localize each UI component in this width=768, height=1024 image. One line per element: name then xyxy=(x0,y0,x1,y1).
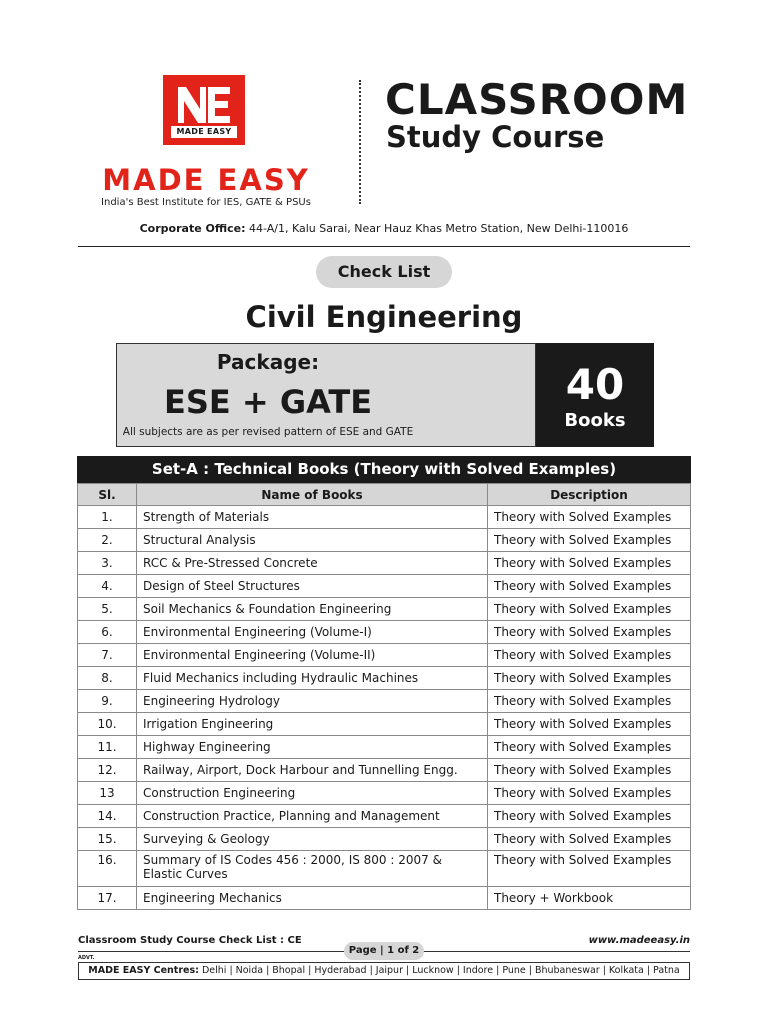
footer-document-title: Classroom Study Course Check List : CE xyxy=(78,935,302,946)
table-row xyxy=(78,828,691,851)
table-cell-description: Theory with Solved Examples xyxy=(488,690,691,713)
column-header-description: Description xyxy=(488,484,691,506)
column-header-name: Name of Books xyxy=(137,484,488,506)
table-cell-sl: 3. xyxy=(78,552,137,575)
books-count: 40 xyxy=(565,360,625,409)
table-cell-name: Railway, Airport, Dock Harbour and Tunnelling Engg. xyxy=(137,759,488,782)
checklist-badge: Check List xyxy=(316,256,452,288)
table-cell-sl: 6. xyxy=(78,621,137,644)
table-header-row xyxy=(78,484,691,506)
table-cell-name: Structural Analysis xyxy=(137,529,488,552)
table-cell-description: Theory with Solved Examples xyxy=(488,552,691,575)
table-cell-name: Surveying & Geology xyxy=(137,828,488,851)
table-row xyxy=(78,713,691,736)
corporate-office xyxy=(0,222,768,235)
corporate-office-label: Corporate Office: xyxy=(139,222,246,235)
centres-bar xyxy=(78,962,690,980)
centre-item: Hyderabad xyxy=(314,965,367,976)
package-label: Package: xyxy=(216,350,320,374)
table-cell-name: Design of Steel Structures xyxy=(137,575,488,598)
table-cell-sl: 17. xyxy=(78,887,137,910)
table-cell-name: Highway Engineering xyxy=(137,736,488,759)
me-monogram-icon xyxy=(174,81,234,127)
table-cell-name: Irrigation Engineering xyxy=(137,713,488,736)
table-cell-sl: 2. xyxy=(78,529,137,552)
brand-tagline: India's Best Institute for IES, GATE & PSUs xyxy=(101,197,311,208)
advt-mark: ADVT. xyxy=(78,955,95,961)
table-cell-description: Theory with Solved Examples xyxy=(488,828,691,851)
table-row xyxy=(78,644,691,667)
table-cell-name: Engineering Mechanics xyxy=(137,887,488,910)
table-cell-description: Theory with Solved Examples xyxy=(488,759,691,782)
table-cell-sl: 12. xyxy=(78,759,137,782)
package-name: ESE + GATE xyxy=(163,383,373,421)
centre-item: Bhopal xyxy=(272,965,306,976)
centre-separator: | xyxy=(602,965,606,976)
centre-item: Kolkata xyxy=(608,965,644,976)
column-header-sl: Sl. xyxy=(78,484,137,506)
page-subtitle: Study Course xyxy=(386,120,605,154)
table-cell-name: Environmental Engineering (Volume-II) xyxy=(137,644,488,667)
header-divider xyxy=(359,80,361,204)
table-cell-description: Theory with Solved Examples xyxy=(488,506,691,529)
centre-separator: | xyxy=(646,965,651,976)
table-cell-description: Theory with Solved Examples xyxy=(488,851,691,887)
table-cell-description: Theory with Solved Examples xyxy=(488,575,691,598)
table-cell-name: Engineering Hydrology xyxy=(137,690,488,713)
table-row xyxy=(78,552,691,575)
corporate-office-address: 44-A/1, Kalu Sarai, Near Hauz Khas Metro Station, New Delhi-110016 xyxy=(249,222,629,235)
table-cell-sl: 10. xyxy=(78,713,137,736)
table-cell-description: Theory with Solved Examples xyxy=(488,713,691,736)
brand-name: MADE EASY xyxy=(102,163,310,197)
table-row xyxy=(78,667,691,690)
table-cell-description: Theory with Solved Examples xyxy=(488,621,691,644)
table-row xyxy=(78,621,691,644)
centre-item: Lucknow xyxy=(412,965,454,976)
table-row xyxy=(78,805,691,828)
table-cell-sl: 4. xyxy=(78,575,137,598)
table-cell-sl: 7. xyxy=(78,644,137,667)
centre-item: Patna xyxy=(653,965,680,976)
table-cell-name: Construction Engineering xyxy=(137,782,488,805)
books-table xyxy=(77,483,691,910)
table-cell-description: Theory with Solved Examples xyxy=(488,598,691,621)
table-row xyxy=(78,529,691,552)
table-row xyxy=(78,782,691,805)
table-cell-description: Theory with Solved Examples xyxy=(488,736,691,759)
discipline-title: Civil Engineering xyxy=(245,300,523,334)
table-row xyxy=(78,690,691,713)
centre-item: Pune xyxy=(502,965,526,976)
table-cell-sl: 1. xyxy=(78,506,137,529)
table-cell-sl: 14. xyxy=(78,805,137,828)
centres-label: MADE EASY Centres: xyxy=(88,965,199,976)
centre-separator: | xyxy=(496,965,500,976)
table-row xyxy=(78,598,691,621)
table-cell-name: Fluid Mechanics including Hydraulic Machines xyxy=(137,667,488,690)
table-cell-description: Theory with Solved Examples xyxy=(488,805,691,828)
table-cell-sl: 13 xyxy=(78,782,137,805)
centre-separator: | xyxy=(406,965,410,976)
table-cell-sl: 9. xyxy=(78,690,137,713)
table-cell-description: Theory + Workbook xyxy=(488,887,691,910)
table-row xyxy=(78,736,691,759)
table-cell-name: Environmental Engineering (Volume-I) xyxy=(137,621,488,644)
centre-separator: | xyxy=(369,965,373,976)
brand-logo xyxy=(163,75,245,145)
logo-tag: MADE EASY xyxy=(171,126,237,138)
table-row xyxy=(78,575,691,598)
centre-separator: | xyxy=(229,965,233,976)
header-rule xyxy=(78,246,690,247)
set-a-header: Set-A : Technical Books (Theory with Solved Examples) xyxy=(77,456,691,483)
centre-item: Jaipur xyxy=(375,965,403,976)
centre-separator: | xyxy=(528,965,532,976)
table-cell-sl: 11. xyxy=(78,736,137,759)
table-cell-sl: 5. xyxy=(78,598,137,621)
table-cell-description: Theory with Solved Examples xyxy=(488,667,691,690)
page-title: CLASSROOM xyxy=(385,75,689,124)
table-cell-name: Construction Practice, Planning and Management xyxy=(137,805,488,828)
table-cell-sl: 15. xyxy=(78,828,137,851)
table-cell-name: Summary of IS Codes 456 : 2000, IS 800 : 2007 & Elastic Curves xyxy=(137,851,488,887)
centre-item: Indore xyxy=(462,965,494,976)
centre-separator: | xyxy=(456,965,460,976)
table-cell-description: Theory with Solved Examples xyxy=(488,644,691,667)
centre-item: Bhubaneswar xyxy=(534,965,600,976)
footer-website-link[interactable]: www.madeeasy.in xyxy=(588,935,690,946)
centre-item: Noida xyxy=(235,965,264,976)
centre-item: Delhi xyxy=(201,965,227,976)
books-count-label: Books xyxy=(564,410,626,431)
package-note: All subjects are as per revised pattern of ESE and GATE xyxy=(122,426,414,438)
table-cell-sl: 8. xyxy=(78,667,137,690)
table-cell-description: Theory with Solved Examples xyxy=(488,529,691,552)
table-row xyxy=(78,506,691,529)
table-row xyxy=(78,759,691,782)
centre-separator: | xyxy=(308,965,312,976)
table-row xyxy=(78,887,691,910)
table-cell-description: Theory with Solved Examples xyxy=(488,782,691,805)
table-cell-name: Soil Mechanics & Foundation Engineering xyxy=(137,598,488,621)
centre-separator: | xyxy=(266,965,270,976)
table-row xyxy=(78,851,691,887)
page-number: Page | 1 of 2 xyxy=(344,942,424,960)
table-cell-name: RCC & Pre-Stressed Concrete xyxy=(137,552,488,575)
table-cell-name: Strength of Materials xyxy=(137,506,488,529)
centres-list xyxy=(202,965,680,976)
table-cell-sl: 16. xyxy=(78,851,137,887)
